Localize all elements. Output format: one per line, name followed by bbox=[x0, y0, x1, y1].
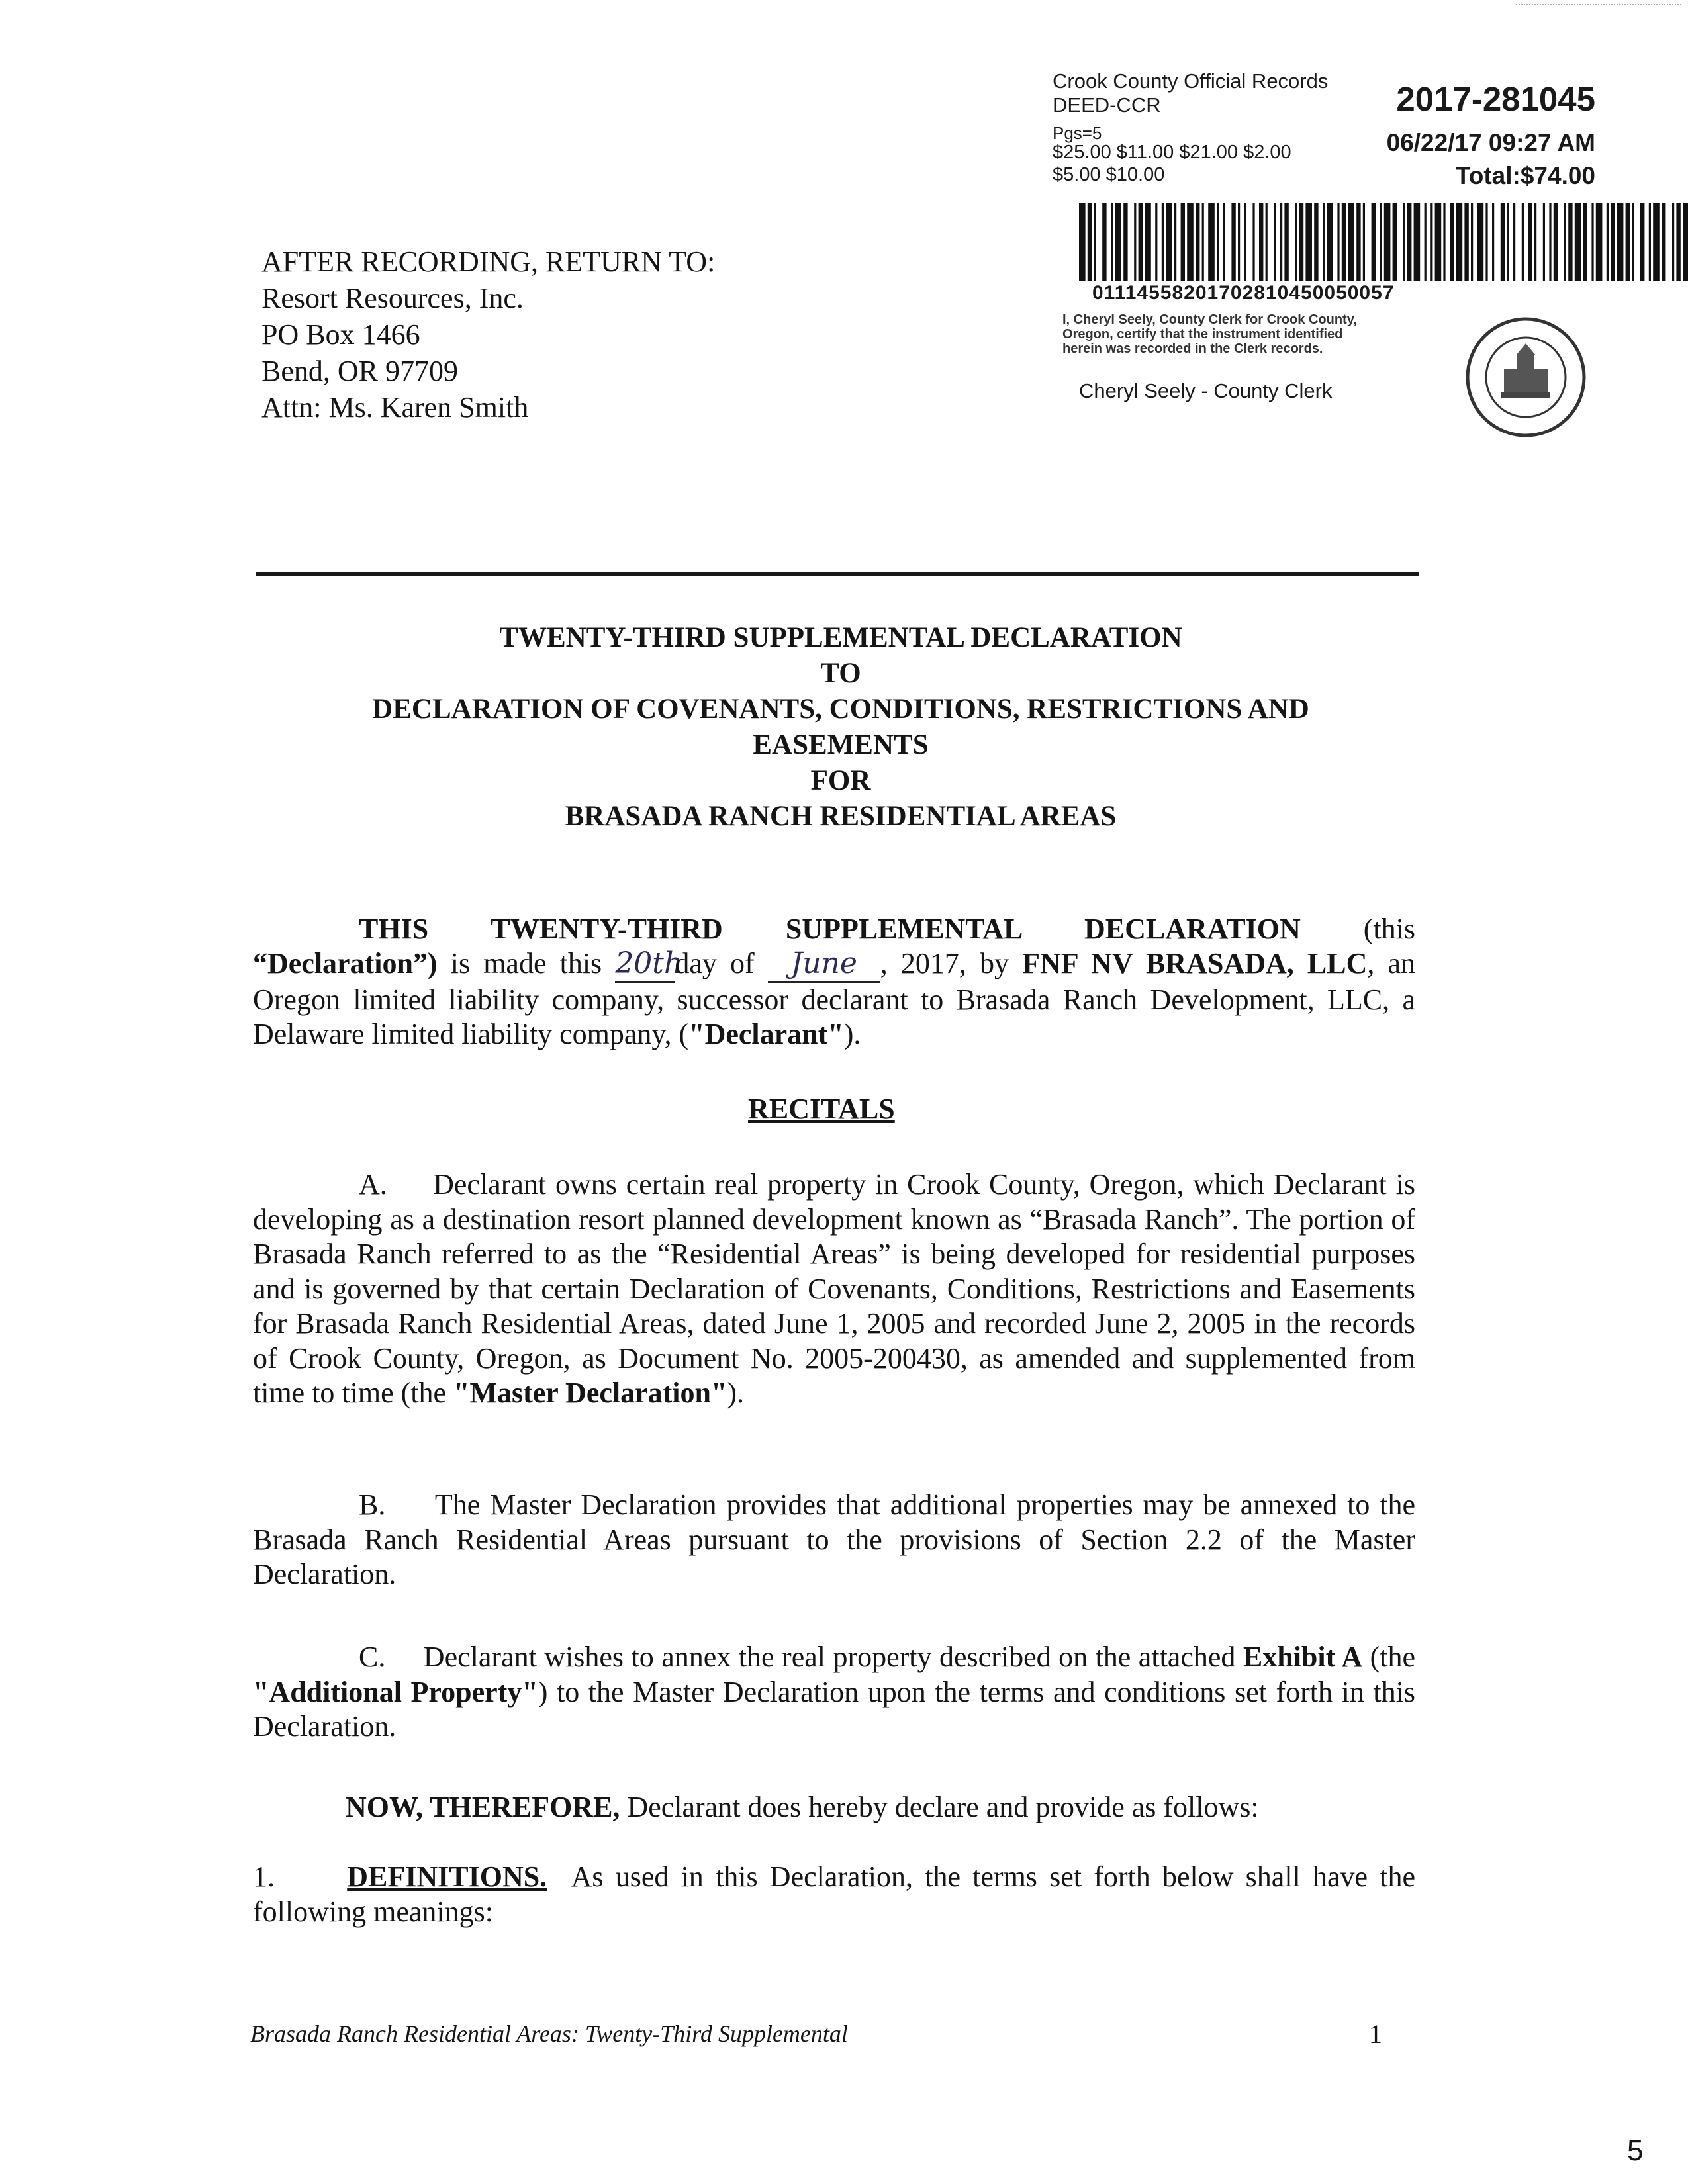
recital-a-text: Declarant owns certain real property in Crook County, Oregon, which Declarant is developing as a destination resort planned development known as “Brasada Ranch”. The portion of Brasada Ranch referred to as the “Residential Areas” is being developed for residential purposes and is governed by that certain Declaration of Covenants, Conditions, Restrictions and Easements for Brasada Ranch Residential Areas, dated June 1, 2005 and recorded June 2, 2005 in the records of Crook County, Oregon, as Document No. 2005-200430, as amended and supplemented from time to time (the bbox=[253, 1168, 1416, 1409]
recital-c-text: (the bbox=[1362, 1641, 1416, 1673]
section-1-heading: DEFINITIONS. bbox=[347, 1860, 547, 1893]
title-line-5: FOR bbox=[810, 765, 871, 796]
certification-line-3: herein was recorded in the Clerk records. bbox=[1062, 341, 1323, 356]
document-title bbox=[218, 620, 1463, 835]
intro-paragraph-body bbox=[253, 946, 1415, 1052]
intro-text: (this bbox=[1300, 913, 1415, 945]
horizontal-rule bbox=[256, 572, 1419, 576]
recital-a bbox=[253, 1167, 1415, 1411]
title-line-3: DECLARATION OF COVENANTS, CONDITIONS, RESTRICTIONS AND bbox=[372, 694, 1309, 725]
day-blank bbox=[615, 946, 683, 983]
return-company: Resort Resources, Inc. bbox=[261, 282, 524, 314]
certification-line-1: I, Cheryl Seely, County Clerk for Crook County, bbox=[1062, 312, 1357, 327]
page-number: 1 bbox=[1369, 2019, 1382, 2049]
section-1-definitions bbox=[253, 1860, 1415, 1929]
section-1-number: 1. bbox=[253, 1860, 275, 1893]
return-attention: Attn: Ms. Karen Smith bbox=[261, 391, 529, 424]
title-line-1: TWENTY-THIRD SUPPLEMENTAL DECLARATION bbox=[499, 622, 1182, 653]
return-po-box: PO Box 1466 bbox=[261, 318, 420, 351]
document-number: 2017-281045 bbox=[1396, 80, 1595, 118]
declarant-term: "Declarant" bbox=[688, 1018, 844, 1050]
clerk-name: Cheryl Seely - County Clerk bbox=[1079, 379, 1333, 402]
now-therefore-paragraph bbox=[253, 1790, 1415, 1825]
intro-lead: THIS TWENTY-THIRD SUPPLEMENTAL DECLARATION bbox=[359, 913, 1301, 945]
recital-a-label: A. bbox=[359, 1168, 387, 1201]
section-1-text: As used in this Declaration, the terms set forth below shall have the following meanings: bbox=[253, 1860, 1416, 1928]
handwritten-day: 20th bbox=[615, 946, 683, 980]
recital-b bbox=[253, 1488, 1415, 1592]
recital-b-text: The Master Declaration provides that additional properties may be annexed to the Brasada Ranch Residential Areas pursuant to the provisions of Section 2.2 of the Master Declaration. bbox=[253, 1488, 1416, 1590]
return-city: Bend, OR 97709 bbox=[261, 355, 458, 387]
declarant-name: FNF NV BRASADA, LLC bbox=[1022, 947, 1368, 979]
handwritten-month: June bbox=[790, 946, 857, 980]
page-count: Pgs=5 bbox=[1053, 123, 1102, 143]
fees-line-2: $5.00 $10.00 bbox=[1053, 164, 1165, 185]
title-line-4: EASEMENTS bbox=[753, 729, 929, 760]
title-line-6: BRASADA RANCH RESIDENTIAL AREAS bbox=[565, 801, 1117, 832]
county-seal bbox=[1463, 314, 1589, 440]
recital-b-label: B. bbox=[359, 1488, 386, 1521]
fees-line-1: $25.00 $11.00 $21.00 $2.00 bbox=[1053, 142, 1291, 163]
records-office: Crook County Official Records bbox=[1053, 69, 1329, 93]
document-type: DEED-CCR bbox=[1053, 93, 1161, 116]
month-blank bbox=[768, 946, 880, 983]
return-address-block bbox=[261, 244, 715, 426]
intro-text: day of bbox=[675, 947, 768, 979]
intro-text: , an Oregon limited liability company, successor declarant to Brasada Ranch Development, LLC, a Delaware limited liability company, ( bbox=[253, 947, 1416, 1050]
recital-c-text: Declarant wishes to annex the real property described on the attached bbox=[423, 1641, 1243, 1673]
intro-paragraph bbox=[253, 912, 1415, 947]
exhibit-a-term: Exhibit A bbox=[1243, 1641, 1363, 1673]
total-fee: Total:$74.00 bbox=[1455, 162, 1595, 189]
title-line-2: TO bbox=[820, 658, 861, 689]
scan-artifact bbox=[1516, 4, 1681, 7]
recording-datetime: 06/22/17 09:27 AM bbox=[1386, 129, 1595, 156]
page-footer: Brasada Ranch Residential Areas: Twenty-Third Supplemental bbox=[250, 2021, 848, 2047]
recital-c-text: ) to the Master Declaration upon the terms and conditions set forth in this Declaration. bbox=[253, 1675, 1415, 1743]
now-therefore-lead: NOW, THEREFORE, bbox=[346, 1791, 620, 1823]
recital-a-end: ). bbox=[727, 1377, 745, 1409]
corner-page-mark: 5 bbox=[1627, 2134, 1644, 2167]
declaration-term: “Declaration”) bbox=[253, 947, 438, 979]
intro-text: , 2017, by bbox=[880, 947, 1023, 979]
additional-property-term: "Additional Property" bbox=[253, 1675, 538, 1708]
recital-c-label: C. bbox=[359, 1641, 386, 1673]
recording-stamp bbox=[1053, 63, 1595, 433]
intro-text: ). bbox=[843, 1018, 861, 1050]
certification-line-2: Oregon, certify that the instrument identified bbox=[1062, 327, 1343, 341]
master-declaration-term: "Master Declaration" bbox=[453, 1377, 727, 1409]
now-therefore-text: Declarant does hereby declare and provide as follows: bbox=[620, 1791, 1259, 1823]
recital-c bbox=[253, 1640, 1415, 1745]
barcode-number: 01114558201702810450050057 bbox=[1092, 282, 1395, 304]
intro-text: is made this bbox=[437, 947, 616, 979]
recitals-heading: RECITALS bbox=[748, 1093, 895, 1125]
return-heading: AFTER RECORDING, RETURN TO: bbox=[261, 246, 716, 278]
